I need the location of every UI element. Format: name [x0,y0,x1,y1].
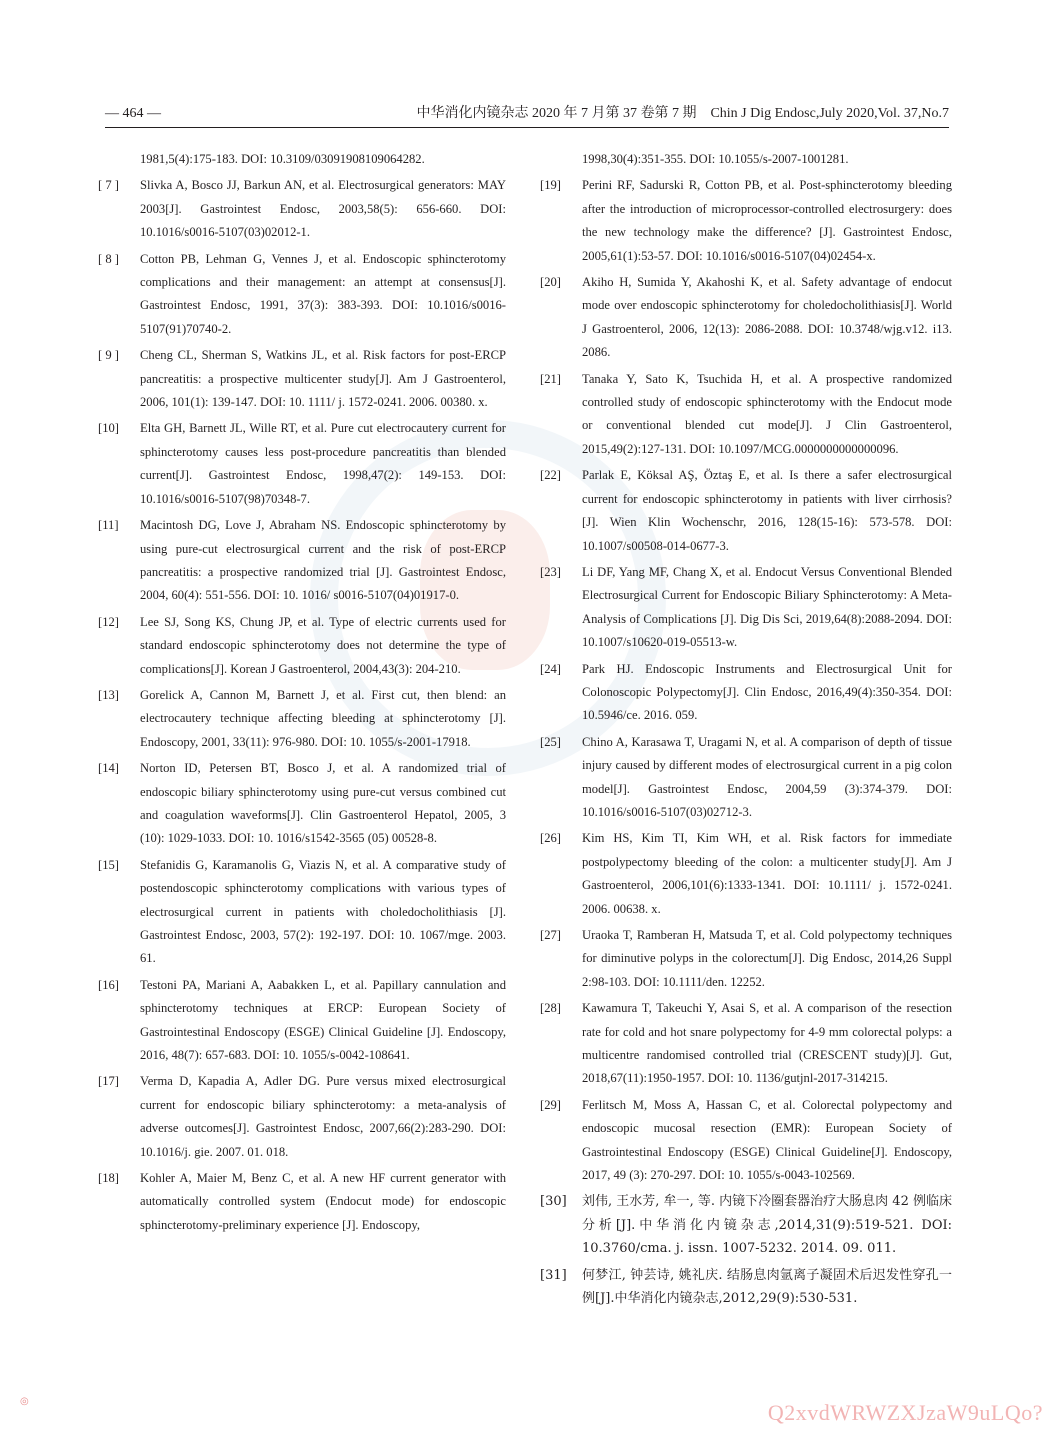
reference-text: Elta GH, Barnett JL, Wille RT, et al. Pure cut electrocautery current for sphincterotomy causes less post-procedure pancreatitis than blended current[J]. Gastrointest Endosc, 1998,47(2): 149-153. DOI: 10.1016/s0016-5107(98)70348-7. [140,421,506,506]
reference-number: [19] [540,178,561,193]
reference-text: Tanaka Y, Sato K, Tsuchida H, et al. A prospective randomized controlled study of endoscopic sphincterotomy with the Endocut mode or conventional blended cut mode[J]. J Clin Gastroenterol, 2015,49(2):127-131. DOI: 10.1097/MCG.0000000000000096. [582,371,952,456]
reference-item [540,731,952,825]
reference-number: [24] [540,661,561,676]
reference-text: Norton ID, Petersen BT, Bosco J, et al. A randomized trial of endoscopic biliary sphincterotomy using pure-cut versus combined cut and coagulation waveforms[J]. Clin Gastroenterol Hepatol, 2005, 3 (10): 1029-1033. DOI: 10. 1016/s1542-3565 (05) 00528-8. [140,761,506,846]
reference-number: [28] [540,1001,561,1016]
reference-text: Testoni PA, Mariani A, Aabakken L, et al. Papillary cannulation and sphincterotomy techniques at ERCP: European Society of Gastrointestinal Endoscopy (ESGE) Clinical Guideline [J]. Endoscopy, 2016, 48(7): 657-683. DOI: 10. 1055/s-0042-108641. [140,977,506,1063]
reference-number: [21] [540,371,561,386]
reference-item [98,611,506,681]
reference-text: Macintosh DG, Love J, Abraham NS. Endoscopic sphincterotomy by using pure-cut electrosurgical current and the risk of post-ERCP pancreatitis: a prospective randomized trial [J]. Gastrointest Endosc, 2004, 60(4): 551-556. DOI: 10. 1016/ s0016-5107(04)01917-0. [140,518,506,603]
reference-number: [ 7 ] [98,178,119,193]
reference-number: [29] [540,1097,561,1112]
page-number: — 464 — [105,106,161,121]
reference-item [98,974,506,1068]
reference-item [98,1167,506,1237]
reference-number: [12] [98,614,119,629]
reference-item [540,924,952,994]
reference-column-right [540,148,952,1314]
reference-text: Lee SJ, Song KS, Chung JP, et al. Type of electric currents used for standard endoscopic sphincterotomy does not determine the type of complications[J]. Korean J Gastroenterol, 2004,43(3): 204-210. [140,614,506,676]
reference-text: 1998,30(4):351-355. DOI: 10.1055/s-2007-1001281. [582,152,849,166]
reference-number: [10] [98,421,119,436]
publisher-logo: ◎ [20,1396,29,1407]
reference-text: Chino A, Karasawa T, Uragami N, et al. A comparison of depth of tissue injury caused by different modes of electrosurgical current in a pig colon model[J]. Gastrointest Endosc, 2004,59 (3):374-379. DOI: 10.1016/s0016-5107(03)02712-3. [582,734,952,819]
reference-item [98,344,506,414]
reference-text: Cotton PB, Lehman G, Vennes J, et al. Endoscopic sphincterotomy complications and their management: an attempt at consensus[J]. Gastrointest Endosc, 1991, 37(3): 383-393. DOI: 10.1016/s0016-5107(91)70740-2. [140,251,506,336]
reference-text: Kawamura T, Takeuchi Y, Asai S, et al. A comparison of the resection rate for cold and hot snare polypectomy for 4-9 mm colorectal polyps: a multicentre randomised controlled trial (CRESCENT study)[J]. Gut, 2018,67(11):1950-1957. DOI: 10. 1136/gutjnl-2017-314215. [582,1001,952,1086]
reference-text: Cheng CL, Sherman S, Watkins JL, et al. Risk factors for post-ERCP pancreatitis: a prospective multicenter study[J]. Am J Gastroenterol, 2006, 101(1): 139-147. DOI: 10. 1111/ j. 1572-0241. 2006. 00380. x. [140,348,506,410]
reference-text: 1981,5(4):175-183. DOI: 10.3109/03091908109064282. [140,152,425,166]
reference-number: [15] [98,857,119,872]
reference-text: Kim HS, Kim TI, Kim WH, et al. Risk factors for immediate postpolypectomy bleeding of the colon: a multicenter study[J]. Am J Gastroenterol, 2006,101(6):1333-1341. DOI: 10.1111/ j. 1572-0241. 2006. 00638. x. [582,831,952,916]
reference-item [540,658,952,728]
reference-text: Stefanidis G, Karamanolis G, Viazis N, et al. A comparative study of postendoscopic sphincterotomy complications with various types of electrosurgical current in patients with choledocholithiasis [J]. Gastrointest Endosc, 2003, 57(2): 192-197. DOI: 10. 1067/mge. 2003. 61. [140,857,506,966]
reference-text: Ferlitsch M, Moss A, Hassan C, et al. Colorectal polypectomy and endoscopic mucosal resection (EMR): European Society of Gastrointestinal Endoscopy (ESGE) Clinical Guideline[J]. Endoscopy, 2017, 49 (3): 270-297. DOI: 10. 1055/s-0043-102569. [582,1097,952,1183]
reference-item [540,997,952,1091]
reference-text: Li DF, Yang MF, Chang X, et al. Endocut Versus Conventional Blended Electrosurgical Current for Endoscopic Biliary Sphincterotomy: A Meta-Analysis of Complications [J]. Dig Dis Sci, 2019,64(8):2088-2094. DOI: 10.1007/s10620-019-05513-w. [582,564,952,650]
reference-text: Kohler A, Maier M, Benz C, et al. A new HF current generator with automatically controlled system (Endocut mode) for endoscopic sphincterotomy-preliminary experience [J]. Endoscopy, [140,1171,506,1232]
reference-item [540,271,952,365]
journal-citation: 中华消化内镜杂志 2020 年 7 月第 37 卷第 7 期 Chin J Dig Endosc,July 2020,Vol. 37,No.7 [416,106,949,121]
reference-number: [31] [540,1267,567,1283]
reference-number: [ 9 ] [98,348,119,363]
reference-text: Parlak E, Köksal AŞ, Öztaş E, et al. Is there a safer electrosurgical current for endoscopic sphincterotomy in patients with liver cirrhosis? [J]. Wien Klin Wochenschr, 2016, 128(15-16): 573-578. DOI: 10.1007/s00508-014-0677-3. [582,468,952,553]
reference-item [98,514,506,608]
reference-number: [16] [98,977,119,992]
reference-text: Uraoka T, Ramberan H, Matsuda T, et al. Cold polypectomy techniques for diminutive polyps in the colorectum[J]. Dig Endosc, 2014,26 Suppl 2:98-103. DOI: 10.1111/den. 12252. [582,928,952,989]
reference-number: [26] [540,831,561,846]
reference-number: [22] [540,468,561,483]
reference-item [540,1264,952,1311]
reference-item [98,757,506,851]
reference-number: [17] [98,1074,119,1089]
reference-item [540,148,952,171]
reference-item [98,174,506,244]
reference-item [98,248,506,342]
reference-item [540,561,952,655]
reference-item [98,684,506,754]
reference-number: [13] [98,687,119,702]
reference-item [98,1070,506,1164]
reference-column-left [98,148,506,1240]
reference-item [540,1190,952,1260]
reference-text: Verma D, Kapadia A, Adler DG. Pure versus mixed electrosurgical current for endoscopic biliary sphincterotomy: a meta-analysis of adverse outcomes[J]. Gastrointest Endosc, 2007,66(2):283-290. DOI: 10.1016/j. gie. 2007. 01. 018. [140,1074,506,1159]
reference-number: [20] [540,275,561,290]
reference-text: Akiho H, Sumida Y, Akahoshi K, et al. Safety advantage of endocut mode over endoscopic sphincterotomy for choledocholithiasis[J]. World J Gastroenterol, 2006, 12(13): 2086-2088. DOI: 10.3748/wjg.v12. i13. 2086. [582,275,952,360]
reference-text: 刘伟, 王水芳, 牟一, 等. 内镜下冷圈套器治疗大肠息肉 42 例临床分析[J].中华消化内镜杂志,2014,31(9):519-521. DOI: 10.3760/cma. j. issn. 1007-5232. 2014. 09. 011. [582,1194,952,1257]
reference-number: [23] [540,564,561,579]
reference-number: [18] [98,1171,119,1186]
reference-text: Park HJ. Endoscopic Instruments and Electrosurgical Unit for Colonoscopic Polypectomy[J]. Clin Endosc, 2016,49(4):350-354. DOI: 10.5946/ce. 2016. 059. [582,661,952,723]
reference-item [540,1094,952,1188]
reference-item [540,174,952,268]
reference-item [540,464,952,558]
reference-number: [14] [98,761,119,776]
reference-text: Perini RF, Sadurski R, Cotton PB, et al. Post-sphincterotomy bleeding after the introduction of microprocessor-controlled electrosurgery: does the new technology make the difference? [J]. Gastrointest Endosc, 2005,61(1):53-57. DOI: 10.1016/s0016-5107(04)02454-x. [582,178,952,263]
reference-number: [27] [540,928,561,942]
header-rule [105,127,949,128]
reference-text: 何梦江, 钟芸诗, 姚礼庆. 结肠息肉氩离子凝固术后迟发性穿孔一例[J].中华消化内镜杂志,2012,29(9):530-531. [582,1267,952,1307]
reference-item [540,368,952,462]
reference-item [98,148,506,171]
reference-text: Slivka A, Bosco JJ, Barkun AN, et al. Electrosurgical generators: MAY 2003[J]. Gastrointest Endosc, 2003,58(5): 656-660. DOI: 10.1016/s0016-5107(03)02012-1. [140,178,506,240]
reference-text: Gorelick A, Cannon M, Barnett J, et al. First cut, then blend: an electrocautery technique affecting bleeding at sphincterotomy [J]. Endoscopy, 2001, 33(11): 976-980. DOI: 10. 1055/s-2001-17918. [140,687,506,749]
footer-code: Q2xvdWRWZXJzaW9uLQo? [767,1400,1043,1425]
reference-number: [11] [98,518,119,533]
reference-item [540,827,952,921]
reference-item [98,854,506,971]
reference-number: [25] [540,734,561,749]
reference-number: [ 8 ] [98,251,119,266]
reference-number: [30] [540,1194,567,1210]
reference-item [98,417,506,511]
